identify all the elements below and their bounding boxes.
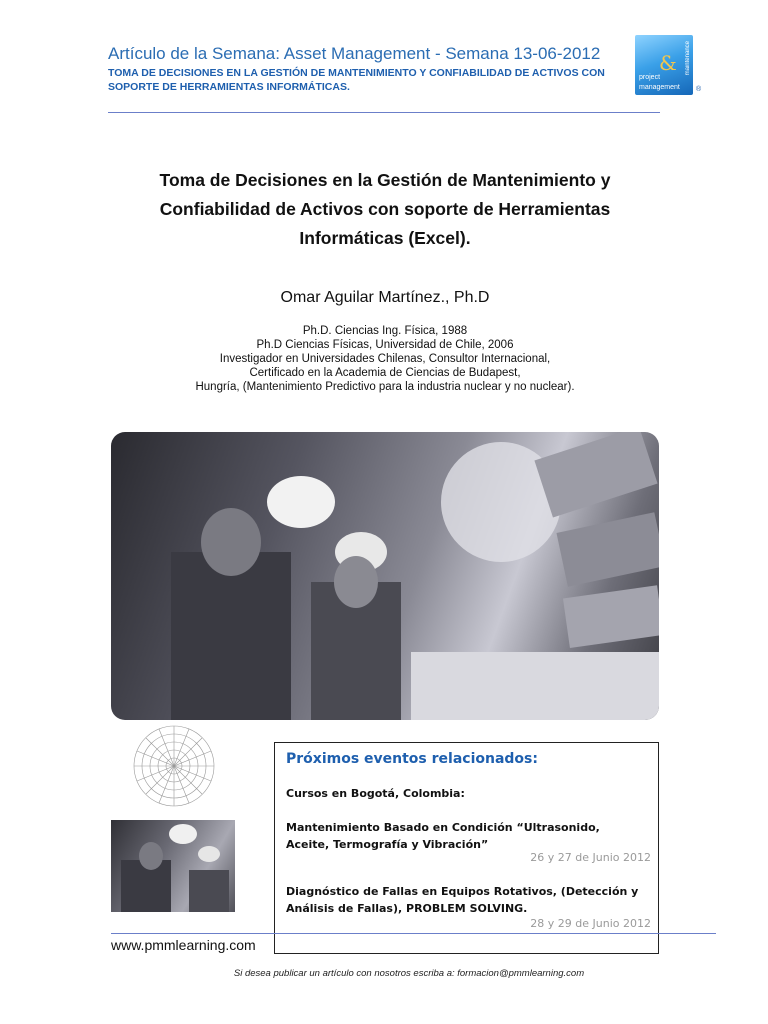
credential-line: Ph.D Ciencias Físicas, Universidad de Chile, 2006 bbox=[256, 339, 514, 351]
photo-illustration bbox=[111, 432, 659, 720]
credential-line: Certificado en la Academia de Ciencias de Budapest, bbox=[249, 367, 521, 379]
credential-line: Investigador en Universidades Chilenas, Consultor Internacional, bbox=[219, 353, 551, 365]
engineers-money-photo bbox=[111, 432, 659, 720]
thumbnail-illustration bbox=[111, 820, 235, 912]
footer-note: Si desea publicar un artículo con nosotros escriba a: formacion@pmmlearning.com bbox=[233, 968, 585, 979]
event-title: Diagnóstico de Fallas en Equipos Rotativos, (Detección y Análisis de Fallas), PROBLEM SOLVING. bbox=[286, 885, 639, 915]
upcoming-events-box bbox=[274, 742, 659, 954]
header-divider bbox=[108, 112, 660, 113]
header-subtitle: TOMA DE DECISIONES EN LA GESTIÓN DE MANTENIMIENTO Y CONFIABILIDAD DE ACTIVOS CON SOPORTE DE HERRAMIENTAS INFORMÁTICAS. bbox=[108, 67, 605, 93]
polar-chart-thumbnail bbox=[111, 720, 237, 812]
polar-grid-graphic bbox=[111, 720, 237, 812]
engineers-thumbnail-photo bbox=[111, 820, 235, 912]
website-link[interactable]: www.pmmlearning.com bbox=[111, 937, 256, 953]
credential-line: Hungría, (Mantenimiento Predictivo para la industria nuclear y no nuclear). bbox=[195, 381, 575, 393]
pmm-logo bbox=[635, 35, 693, 95]
event-date: 28 y 29 de Junio 2012 bbox=[530, 917, 651, 930]
events-location: Cursos en Bogotá, Colombia: bbox=[286, 787, 465, 800]
document-title: Toma de Decisiones en la Gestión de Mantenimiento y Confiabilidad de Activos con soporte de Herramientas Informáticas (Excel). bbox=[159, 170, 611, 248]
registered-mark: ® bbox=[696, 86, 702, 93]
event-title: Mantenimiento Basado en Condición “Ultrasonido, Aceite, Termografía y Vibración” bbox=[286, 821, 600, 851]
logo-side-text: maintenance bbox=[685, 41, 691, 76]
author-name: Omar Aguilar Martínez., Ph.D bbox=[280, 289, 490, 306]
logo-line2: management bbox=[639, 84, 680, 91]
credential-line: Ph.D. Ciencias Ing. Física, 1988 bbox=[302, 325, 468, 337]
event-date: 26 y 27 de Junio 2012 bbox=[530, 851, 651, 864]
logo-ampersand: & bbox=[659, 51, 677, 75]
logo-line1: project bbox=[639, 74, 661, 81]
header-title: Artículo de la Semana: Asset Management - Semana 13-06-2012 bbox=[108, 44, 601, 63]
author-credentials bbox=[110, 324, 660, 394]
footer-divider bbox=[111, 933, 716, 934]
events-heading: Próximos eventos relacionados: bbox=[286, 751, 538, 767]
